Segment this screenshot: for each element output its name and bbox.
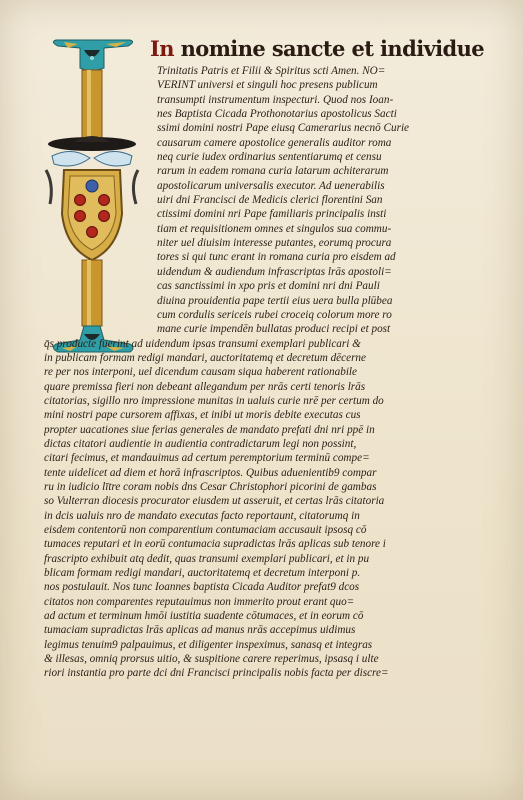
text-line: in dcis ualuis nro de mandato executas facto reportaunt, citatorumq in: [44, 509, 360, 522]
text-line: & illesas, omniq prorsus uitio, & suspitione carere reperimus, ipsasq i ulte: [44, 653, 379, 666]
text-line: blicam formam redigi mandari, auctoritatemq et decretum interponi p.: [44, 567, 361, 580]
text-line: dictas citatori audientie in audientia contradictarum legi non possint,: [44, 437, 357, 450]
text-line: frascripto exhibuit atq dedit, quas transumi exemplari publicari, et in pu: [44, 552, 370, 565]
text-line: in publicam formam redigi mandari, auctoritatemq et decretum dēcerne: [44, 351, 366, 364]
text-line: mane curie impendēn bullatas produci recipi et post: [157, 323, 391, 336]
text-line: cum cordulis sericeis rubei croceiq colorum more ro: [157, 308, 392, 321]
text-line: diuina prouidentia pape tertii eius uera bulla plūbea: [157, 294, 393, 307]
text-line: eisdem contentorū non comparentium contumaciam accusauit ipsosq cō: [44, 524, 367, 536]
text-line: tente uidelicet ad diem et horā infrascriptos. Quibus aduenientib9 compar: [44, 466, 377, 479]
text-line: ru in iudicio lītre coram nobis dns Cesar Christophori picorini de gambas: [44, 480, 377, 493]
heading-text: nomine sancte et individue: [173, 36, 485, 61]
text-line: re per nos interponi, uel dicendum causam siqua haberent rationabile: [44, 366, 358, 379]
text-line: so Vulterran diocesis procurator eiusdem ut asseruit, et certas lrās citatoria: [44, 495, 385, 508]
text-line: causarum camere apostolice generalis auditor roma: [157, 136, 392, 149]
text-line: citari fecimus, et mandauimus ad certum peremptorium terminū compe=: [44, 452, 370, 465]
text-line: riori instantia pro parte dci dni Francisci principalis nobis facta per discre=: [44, 667, 389, 680]
text-line: propter uacationes siue ferias generales de mandato prefati dni nri ppē in: [44, 423, 375, 436]
heading-initial: In: [150, 36, 174, 61]
text-line: quare premissa fieri non debeant allegandum per nrās certi tenoris lrās: [44, 380, 366, 393]
text-line: ad actum et terminum hmōi iustitia suadente cōtumaces, et in eorum cō: [44, 610, 364, 623]
text-line: citatorias, sigillo nro impressione munitas in ualuis curie nrē per certum do: [44, 394, 384, 407]
document-heading: [150, 36, 510, 61]
text-line: legimus tenuim9 palpauimus, et diligenter inspeximus, sanasq et integras: [44, 638, 373, 651]
text-line: citatos non comparentes reputauimus non immerito prout erant quo=: [44, 595, 355, 608]
text-line: nos postulauit. Nos tunc Ioannes baptista Cicada Auditor prefat9 dcos: [44, 581, 360, 594]
text-line: niter uel diuisim interesse putantes, eorumq procura: [157, 237, 392, 250]
text-line: transumpti instrumentum inspecturi. Quod nos Ioan-: [157, 93, 394, 106]
text-line: nes Baptista Cicada Prothonotarius apostolicus Sacti: [157, 108, 397, 121]
text-line: rarum in eadem romana curia latarum achiterarum: [157, 165, 389, 178]
text-line: VERINT universi et singuli hoc presens publicum: [157, 79, 378, 92]
text-line: ctissimi domini nri Pape familiaris principalis insti: [157, 208, 387, 221]
text-line: uidendum & audiendum infrascriptas lrās apostoli=: [157, 265, 392, 278]
text-line: tumaciam supradictas lrās aplicas ad manus nrās accepimus uidimus: [44, 624, 356, 637]
text-line: mini nostri pape cursorem affixas, et inibi ut moris debite executas cus: [44, 409, 361, 422]
text-line: tumaces reputari et in eorū contumacia supradictas lrās aplicas sub tenore i: [44, 538, 386, 551]
document-body: [44, 64, 512, 786]
text-line: tores si qui tunc erant in romana curia pro eisdem ad: [157, 251, 396, 264]
text-line: tiam et requisitionem omnes et singulos sua commu-: [157, 222, 392, 235]
text-line: ssimi domini nostri Pape eiusq Camerarius necnō Curie: [157, 122, 410, 135]
text-line: neq curie iudex ordinarius sententiarumq et censu: [157, 151, 382, 164]
text-line: q̄s producte fuerint ad uidendum ipsas transumi exemplari publicari &: [44, 337, 361, 350]
text-line: cas sanctissimi in xpo pris et domini nri dni Pauli: [157, 280, 380, 293]
text-line: apostolicarum universalis executor. Ad uenerabilis: [157, 179, 385, 192]
text-line: uiri dni Francisci de Medicis clerici florentini San: [157, 194, 383, 207]
text-line: Trinitatis Patris et Filii & Spiritus scti Amen. NO=: [157, 65, 386, 77]
